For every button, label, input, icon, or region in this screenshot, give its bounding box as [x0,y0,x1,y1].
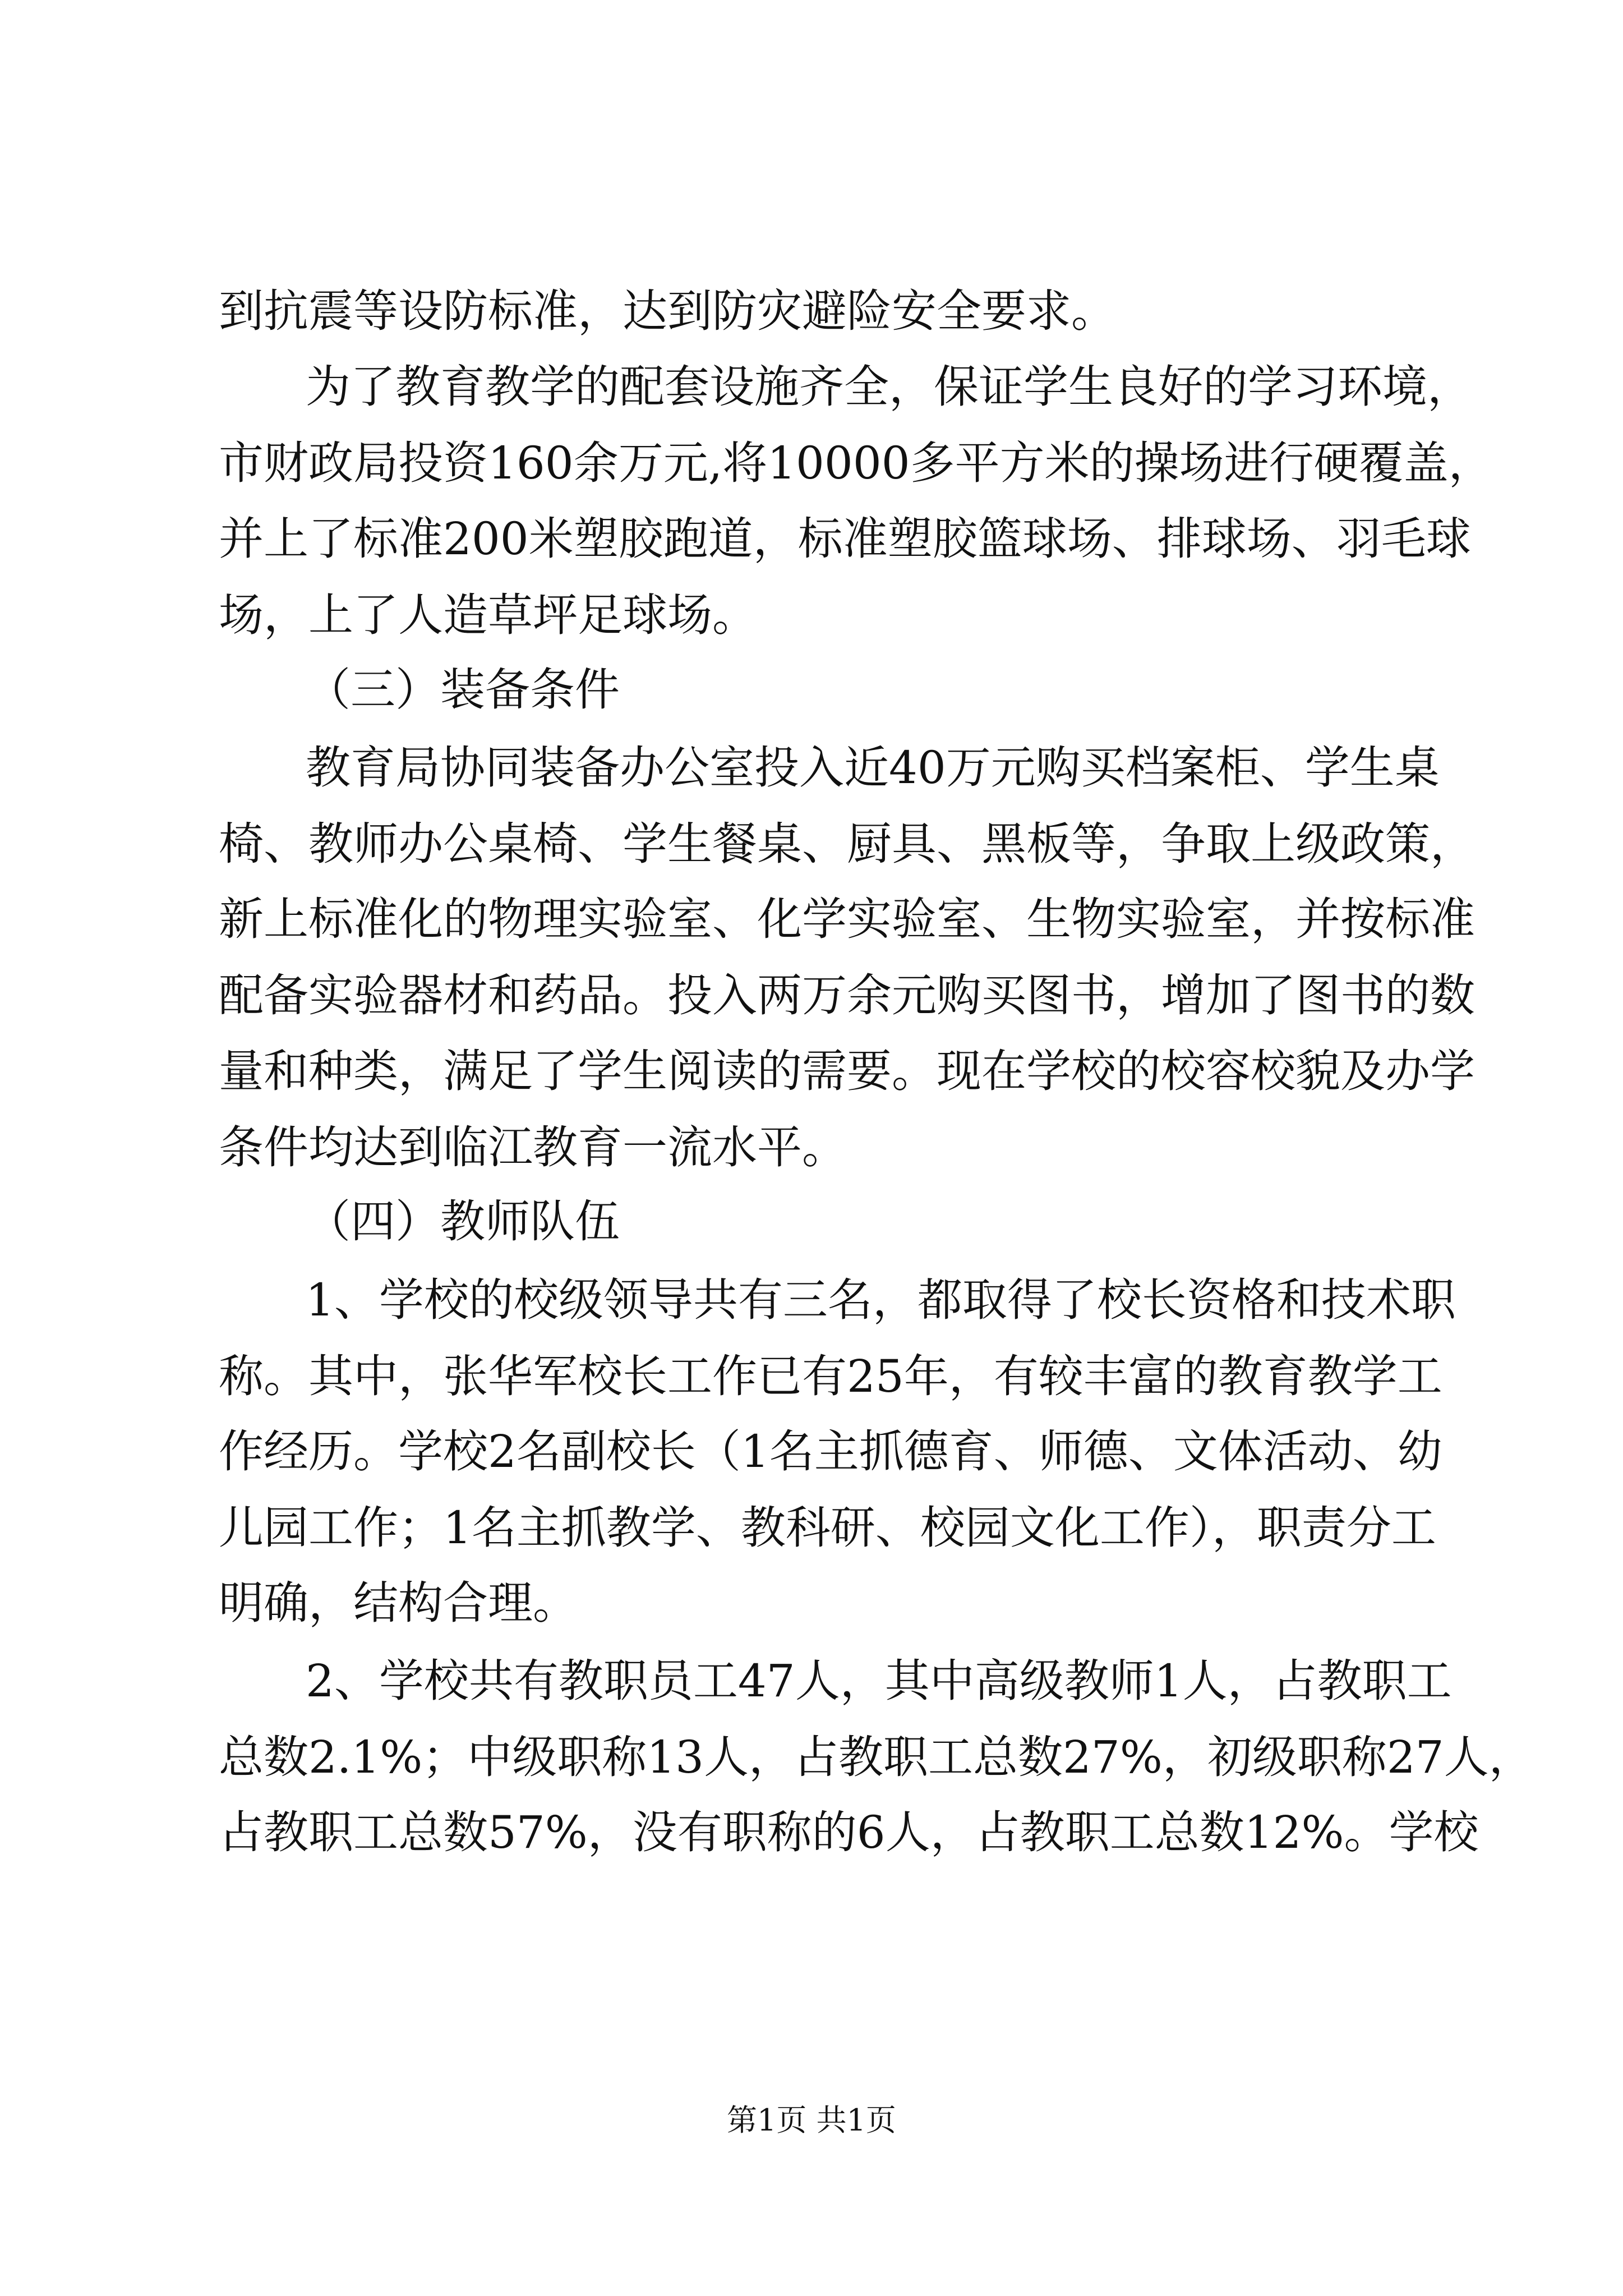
text-line: 称。其中，张华军校长工作已有25年，有较丰富的教育教学工 [219,1350,1442,1402]
text-line: 并上了标准200米塑胶跑道，标准塑胶篮球场、排球场、羽毛球 [219,513,1471,565]
text-line: 配备实验器材和药品。投入两万余元购买图书，增加了图书的数 [219,969,1475,1022]
text-line: 占教职工总数57%，没有职称的6人，占教职工总数12%。学校 [219,1806,1479,1858]
text-line: 教育局协同装备办公室投入近40万元购买档案柜、学生桌 [306,742,1440,794]
text-line: 条件均达到临江教育一流水平。 [219,1121,847,1174]
section-heading: （四）教师队伍 [306,1195,620,1248]
text-line: 市财政局投资160余万元,将10000多平方米的操场进行硬覆盖， [219,437,1493,489]
text-line: 儿园工作；1名主抓教学、教科研、校园文化工作），职责分工 [219,1502,1436,1554]
text-line: 明确，结构合理。 [219,1577,578,1629]
text-line: 总数2.1%；中级职称13人，占教职工总数27%，初级职称27人， [219,1731,1534,1783]
section-heading: （三）装备条件 [306,664,620,716]
text-line: 2、学校共有教职员工47人，其中高级教师1人，占教职工 [306,1655,1452,1707]
text-line: 1、学校的校级领导共有三名，都取得了校长资格和技术职 [306,1274,1456,1326]
text-line: 椅、教师办公桌椅、学生餐桌、厨具、黑板等，争取上级政策， [219,818,1475,870]
text-line: 场，上了人造草坪足球场。 [219,589,757,641]
text-line: 作经历。学校2名副校长（1名主抓德育、师德、文体活动、幼 [219,1425,1442,1478]
page-footer: 第1页 共1页 [727,2102,896,2138]
text-line: 新上标准化的物理实验室、化学实验室、生物实验室，并按标准 [219,893,1475,945]
text-line: 到抗震等设防标准，达到防灾避险安全要求。 [219,285,1116,337]
text-line: 为了教育教学的配套设施齐全，保证学生良好的学习环境， [306,361,1472,413]
text-line: 量和种类，满足了学生阅读的需要。现在学校的校容校貌及办学 [219,1045,1475,1097]
